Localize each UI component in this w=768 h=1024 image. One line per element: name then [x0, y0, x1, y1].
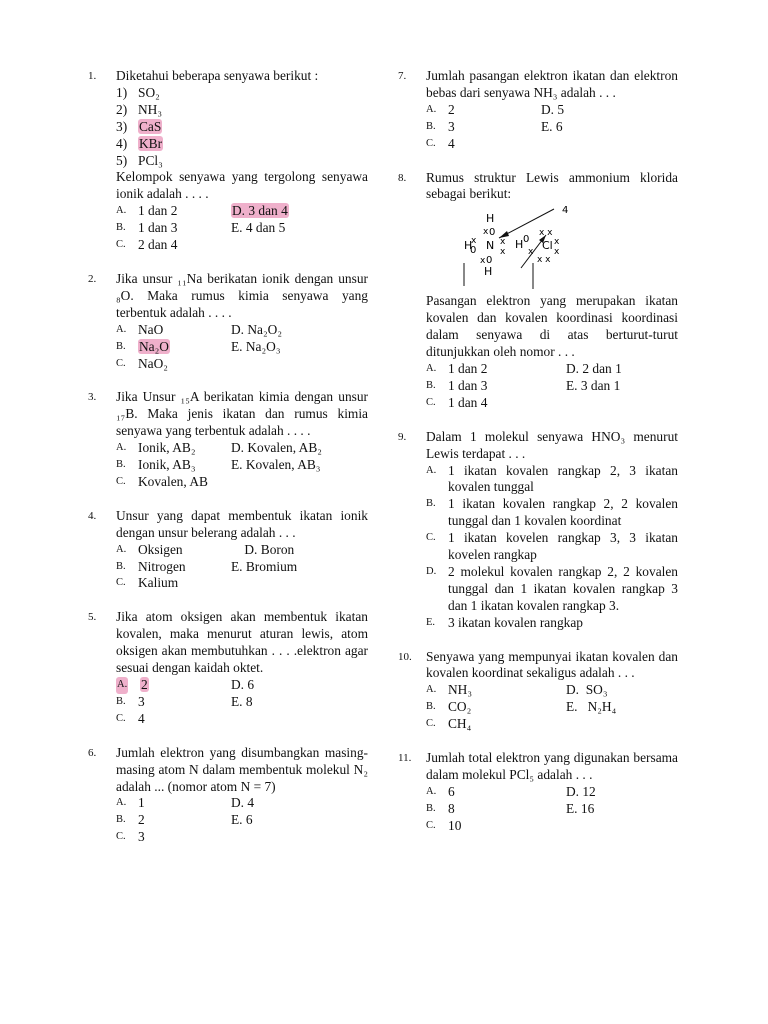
option-c[interactable] — [426, 530, 678, 564]
option-b[interactable] — [426, 119, 541, 136]
option-c[interactable] — [426, 136, 541, 153]
option-e[interactable] — [231, 812, 368, 829]
option-text: 1 ikatan kovelen rangkap 3, 3 ikatan kovelen rangkap — [448, 530, 678, 563]
option-text: D. 5 — [541, 101, 565, 117]
option-a[interactable] — [116, 542, 231, 559]
option-text: 1 ikatan kovalen rangkap 2, 2 kovalen tunggal dan 1 kovalen koordinat — [448, 496, 678, 529]
electron-marker: x — [500, 237, 506, 248]
option-letter: C. — [116, 577, 126, 589]
option-letter: A. — [426, 362, 437, 374]
option-letter: C. — [116, 831, 126, 843]
option-text: 2 molekul kovalen rangkap 2, 2 kovalen tunggal dan 1 ikatan kovalen rangkap 3 dan 1 ikatan kovalen rangkap 3. — [448, 563, 678, 613]
option-text: 8 — [448, 800, 455, 816]
option-letter: B. — [116, 814, 126, 826]
option-text: Kovalen, AB — [138, 473, 208, 489]
option-letter: B. — [116, 222, 126, 234]
answer-options — [116, 677, 368, 728]
option-letter: B. — [426, 120, 436, 132]
marker-number: 0 — [489, 227, 496, 239]
option-text: E. 6 — [541, 118, 563, 134]
option-e[interactable] — [566, 801, 678, 818]
question-stem: Unsur yang dapat membentuk ikatan ionik dengan unsur belerang adalah . . . — [116, 507, 368, 540]
option-letter: C. — [116, 357, 126, 369]
question-5 — [88, 609, 368, 727]
option-c[interactable] — [426, 395, 566, 412]
option-c[interactable] — [426, 716, 566, 733]
question-number: 8. — [398, 171, 407, 184]
atom-h-left: H — [464, 239, 473, 253]
option-text: 6 — [448, 783, 455, 799]
option-b[interactable] — [426, 801, 566, 818]
option-letter: B. — [116, 560, 126, 572]
question-number: 5. — [88, 611, 97, 624]
compound-item — [116, 102, 368, 119]
question-6 — [88, 745, 368, 846]
question-number: 1. — [88, 70, 97, 82]
electron-marker: x — [500, 247, 506, 258]
compound-item — [116, 153, 368, 170]
option-text: 1 dan 3 — [448, 377, 488, 393]
option-letter: A. — [116, 205, 127, 217]
option-e[interactable] — [566, 699, 678, 716]
option-a[interactable] — [426, 361, 566, 378]
question-11 — [398, 750, 678, 835]
highlighted-compound: KBr — [139, 135, 163, 151]
question-number: 11. — [398, 752, 412, 765]
compound-item — [116, 119, 368, 136]
option-letter: A. — [426, 103, 437, 115]
question-3 — [88, 389, 368, 490]
option-e[interactable] — [541, 119, 678, 136]
option-text: NH₃ — [448, 682, 473, 698]
compound-number: 4) — [116, 135, 128, 151]
question-number: 2. — [88, 272, 97, 285]
option-letter: C. — [116, 712, 126, 724]
option-b[interactable] — [426, 378, 566, 395]
option-b[interactable] — [116, 339, 231, 356]
compound-item — [116, 136, 368, 153]
option-text: 1 dan 3 — [138, 220, 178, 236]
compound-number: 2) — [116, 101, 128, 117]
option-text: CH₄ — [448, 716, 472, 732]
option-letter: B. — [116, 340, 126, 352]
question-7 — [398, 68, 678, 153]
option-text: E. 4 dan 5 — [231, 220, 286, 236]
option-c[interactable] — [116, 237, 231, 254]
option-letter: C. — [426, 137, 436, 149]
option-text: Ionik, AB₂ — [138, 440, 196, 456]
option-text: D. 4 — [231, 795, 255, 811]
option-a[interactable] — [116, 677, 231, 694]
option-b[interactable] — [116, 220, 231, 237]
option-c[interactable] — [116, 575, 231, 592]
lewis-structure-diagram — [426, 205, 678, 293]
compound-item — [116, 85, 368, 102]
marker-number: 0 — [486, 255, 493, 267]
option-a[interactable] — [426, 102, 541, 119]
question-stem: Diketahui beberapa senyawa berikut : — [116, 68, 319, 83]
highlighted-answer: D. 3 dan 4 — [232, 203, 288, 219]
option-c[interactable] — [426, 818, 566, 835]
option-text: CO₂ — [448, 699, 472, 715]
option-e[interactable] — [231, 457, 368, 474]
highlighted-compound: CaS — [139, 118, 162, 134]
option-letter: D. — [426, 565, 437, 577]
lewis-diagram-svg — [426, 205, 678, 293]
right-column — [398, 68, 678, 835]
option-text: 1 dan 2 — [448, 360, 488, 376]
option-d[interactable] — [231, 203, 368, 220]
question-number: 4. — [88, 509, 97, 522]
option-letter: A. — [116, 442, 127, 454]
compound-formula: NH₃ — [138, 101, 163, 117]
marker-number: 4 — [562, 205, 569, 217]
option-letter: A. — [426, 785, 437, 797]
option-letter: A. — [116, 677, 128, 694]
atom-h-top: H — [486, 212, 495, 226]
question-number: 9. — [398, 430, 407, 443]
option-a[interactable] — [116, 203, 231, 220]
question-1 — [88, 68, 368, 254]
option-text: E. 6 — [231, 812, 253, 828]
electron-marker: x x — [537, 255, 551, 266]
option-d[interactable] — [541, 102, 678, 119]
question-10 — [398, 649, 678, 734]
option-d[interactable] — [231, 795, 368, 812]
atom-n: N — [486, 239, 495, 253]
option-b[interactable] — [116, 812, 231, 829]
option-text: Ionik, AB₃ — [138, 457, 196, 473]
option-a[interactable] — [426, 784, 566, 801]
answer-options — [116, 795, 368, 846]
option-text: 4 — [448, 135, 455, 151]
compound-formula: SO₂ — [138, 84, 160, 100]
option-e[interactable] — [426, 615, 678, 632]
answer-options — [426, 361, 678, 412]
option-b[interactable] — [116, 457, 231, 474]
option-letter: B. — [426, 802, 436, 814]
answer-options — [426, 682, 678, 733]
option-text: D. 2 dan 1 — [566, 360, 622, 376]
atom-h-bottom: H — [484, 265, 493, 279]
option-letter: B. — [426, 701, 436, 713]
option-c[interactable] — [116, 829, 231, 846]
option-letter: A. — [426, 464, 437, 476]
question-stem: Jika atom oksigen akan membentuk ikatan kovalen, maka menurut aturan lewis, atom oksigen akan membutuhkan . . . .elektron agar sesuai dengan kaidah oktet. — [116, 609, 368, 676]
electron-marker: x — [554, 237, 560, 248]
option-d[interactable] — [566, 361, 678, 378]
option-d[interactable] — [231, 542, 368, 559]
option-d[interactable] — [426, 564, 678, 615]
question-stem: Jika unsur ₁₁Na berikatan ionik dengan unsur ₈O. Maka rumus kimia senyawa yang terbentuk adalah . . . . — [116, 270, 368, 320]
electron-marker: x — [483, 227, 489, 238]
question-9 — [398, 429, 678, 632]
option-text: NaO₂ — [138, 355, 168, 371]
option-letter: A. — [426, 684, 437, 696]
option-text: D. Boron — [231, 541, 295, 557]
option-text: 3 — [138, 829, 145, 845]
option-a[interactable] — [426, 682, 566, 699]
option-b[interactable] — [116, 694, 231, 711]
answer-options — [426, 102, 678, 153]
answer-options — [116, 203, 368, 254]
option-text: E. 8 — [231, 693, 253, 709]
option-c[interactable] — [116, 356, 231, 373]
option-d[interactable] — [566, 682, 678, 699]
option-b[interactable] — [116, 559, 231, 576]
option-c[interactable] — [116, 711, 231, 728]
electron-marker: x — [554, 247, 560, 258]
option-letter: C. — [426, 819, 436, 831]
option-letter: C. — [116, 239, 126, 251]
option-a[interactable] — [116, 322, 231, 339]
option-a[interactable] — [116, 795, 231, 812]
question-stem-2: Kelompok senyawa yang tergolong senyawa ionik adalah . . . . — [116, 169, 368, 202]
option-text: D. Kovalen, AB₂ — [231, 440, 322, 456]
question-number: 6. — [88, 746, 97, 759]
option-letter: A. — [116, 323, 127, 335]
option-letter: A. — [116, 543, 127, 555]
option-text: E. Bromium — [231, 558, 298, 574]
option-letter: C. — [426, 718, 436, 730]
option-text: 1 dan 4 — [448, 394, 488, 410]
answer-options — [116, 322, 368, 373]
option-e[interactable] — [231, 220, 368, 237]
option-letter: C. — [426, 532, 436, 544]
option-text: Nitrogen — [138, 558, 186, 574]
option-text: D. SO₃ — [566, 682, 608, 698]
option-letter: B. — [426, 379, 436, 391]
option-text: E. Na₂O₃ — [231, 338, 281, 354]
question-number: 10. — [398, 650, 412, 663]
electron-marker: x x — [539, 228, 553, 239]
option-letter: A. — [116, 797, 127, 809]
option-letter: B. — [116, 459, 126, 471]
option-text: E. N₂H₄ — [566, 699, 617, 715]
question-stem: Rumus struktur Lewis ammonium klorida sebagai berikut: — [426, 169, 678, 202]
atom-cl: Cl — [542, 239, 553, 253]
left-column — [88, 68, 368, 846]
option-e[interactable] — [566, 378, 678, 395]
answer-options — [116, 440, 368, 491]
compound-formula: PCl₃ — [138, 152, 163, 168]
option-b[interactable] — [426, 496, 678, 530]
compound-number: 5) — [116, 152, 128, 168]
option-text: 2 — [448, 101, 455, 117]
option-letter: B. — [426, 498, 436, 510]
option-text: NaO — [138, 321, 164, 337]
atom-h-right: H — [515, 238, 524, 252]
question-number: 7. — [398, 70, 407, 82]
option-text: 3 ikatan kovalen rangkap — [448, 614, 583, 630]
option-d[interactable] — [231, 677, 368, 694]
question-stem: Jumlah total elektron yang digunakan bersama dalam molekul PCl₅ adalah . . . — [426, 750, 678, 782]
option-text: D. 6 — [231, 677, 255, 692]
electron-marker: x — [480, 256, 486, 267]
question-stem: Jumlah pasangan elektron ikatan dan elektron bebas dari senyawa NH₃ adalah . . . — [426, 68, 678, 100]
option-text: 2 — [138, 812, 145, 828]
highlighted-answer: Na₂O — [139, 338, 169, 354]
question-4 — [88, 508, 368, 593]
question-stem-2: Pasangan elektron yang merupakan ikatan kovalen dan kovalen koordinasi koordinasi dalam senyawa di atas berturut-turut ditunjukkan oleh nomor . . . — [426, 293, 678, 360]
option-text: 1 dan 2 — [138, 203, 178, 219]
option-text: E. 16 — [566, 800, 595, 816]
option-letter: C. — [426, 396, 436, 408]
option-letter: E. — [426, 616, 436, 628]
question-stem: Jumlah elektron yang disumbangkan masing-masing atom N dalam membentuk molekul N₂ adalah ... (nomor atom N = 7) — [116, 744, 368, 794]
option-text: 4 — [138, 710, 145, 726]
compound-number: 3) — [116, 118, 128, 134]
option-letter: B. — [116, 695, 126, 707]
option-text: 2 dan 4 — [138, 237, 178, 253]
question-stem: Dalam 1 molekul senyawa HNO₃ menurut Lewis terdapat . . . — [426, 428, 678, 461]
option-d[interactable] — [231, 440, 368, 457]
option-letter: C. — [116, 475, 126, 487]
option-text: D. 12 — [566, 783, 596, 799]
electron-marker: x — [471, 236, 477, 247]
option-b[interactable] — [426, 699, 566, 716]
marker-number: 0 — [470, 245, 477, 257]
highlighted-answer: 2 — [141, 677, 148, 692]
option-text: Oksigen — [138, 541, 183, 557]
question-2 — [88, 271, 368, 372]
answer-options — [426, 784, 678, 835]
marker-number: 0 — [523, 234, 530, 246]
question-stem: Jika Unsur ₁₅A berikatan kimia dengan unsur ₁₇B. Maka jenis ikatan dan rumus kimia senyawa yang terbentuk adalah . . . . — [116, 389, 368, 439]
electron-marker: x — [528, 247, 534, 258]
option-text: 3 — [448, 118, 455, 134]
option-e[interactable] — [231, 339, 368, 356]
option-text: 10 — [448, 817, 462, 833]
option-text: E. 3 dan 1 — [566, 377, 621, 393]
option-text: Kalium — [138, 575, 179, 591]
question-number: 3. — [88, 391, 97, 404]
compound-number: 1) — [116, 84, 128, 100]
option-a[interactable] — [116, 440, 231, 457]
option-d[interactable] — [566, 784, 678, 801]
option-e[interactable] — [231, 694, 368, 711]
option-text: 1 ikatan kovalen rangkap 2, 3 ikatan kovalen tunggal — [448, 462, 678, 495]
option-text: 3 — [138, 693, 145, 709]
option-a[interactable] — [426, 463, 678, 497]
option-d[interactable] — [231, 322, 368, 339]
question-stem: Senyawa yang mempunyai ikatan kovalen dan kovalen koordinat sekaligus adalah . . . — [426, 648, 678, 681]
option-text: E. Kovalen, AB₃ — [231, 457, 321, 473]
option-text: 1 — [138, 795, 145, 811]
answer-options — [116, 542, 368, 593]
option-c[interactable] — [116, 474, 231, 491]
option-e[interactable] — [231, 559, 368, 576]
question-8 — [398, 170, 678, 412]
option-text: D. Na₂O₂ — [231, 321, 282, 337]
